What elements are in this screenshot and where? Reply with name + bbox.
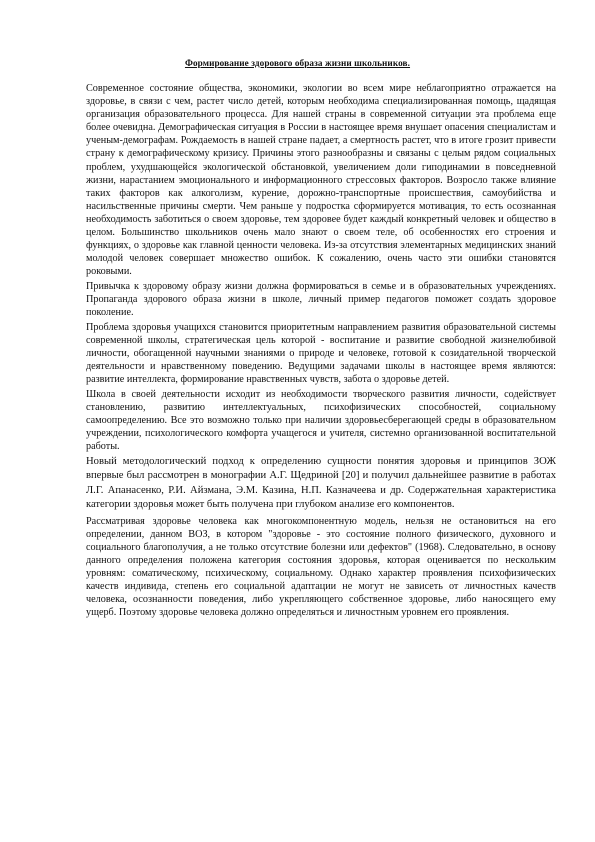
paragraph-1: Современное состояние общества, экономики, экологии во всем мире неблагоприятно отражается на здоровье, в связи с чем, растет число детей, которым необходима специализированная помощь, щадящая организация образовательного процесса. Для нашей страны в современной ситуации эта проблема еще более очевидна. Демографическая ситуация в России в настоящее время внушает опасения специалистам и ученым-демографам. Рождаемость в нашей стране падает, а смертность растет, что в итоге грозит привести страну к демографическому кризису. Причины этого разнообразны и связаны с целым рядом социальных проблем, ухудшающейся экологической обстановкой, увеличением доли гиподинамии в повседневной жизни, нарастанием эмоционального и информационного стрессовых факторов. Возросло также влияние таких факторов как алкоголизм, курение, дорожно-транспортные происшествия, самоубийства и насильственные причины смерти. Чем раньше у подростка сформируется мотивация, то есть осознанная необходимость заботиться о своем здоровье, тем здоровее будет каждый конкретный человек и общество в целом. Большинство школьников очень мало знают о своем теле, об особенностях его строения и функциях, о здоровье как главной ценности человека. Из-за отсутствия элементарных медицинских знаний молодой человек совершает множество ошибок. К сожалению, очень часто эти ошибки становятся роковыми. bbox=[86, 83, 556, 278]
document-body bbox=[86, 82, 556, 621]
paragraph-4: Школа в своей деятельности исходит из необходимости творческого развития личности, содействует становлению, развитию интеллектуальных, психофизических способностей, социальному самоопределению. Все это возможно только при наличии здоровьесберегающей среды в образовательном учреждении, психологического комфорта учащегося и учителя, системно организованной воспитательной работы. bbox=[86, 388, 556, 453]
paragraph-3: Проблема здоровья учащихся становится приоритетным направлением развития образовательной системы современной школы, стратегическая цель которой - воспитание и развитие свободной жизнелюбивой личности, обогащенной научными знаниями о природе и человеке, готовой к созидательной творческой деятельности и нравственному поведению. Ведущими задачами школы в настоящее время являются: развитие интеллекта, формирование нравственных чувств, забота о здоровье детей. bbox=[86, 321, 556, 386]
paragraph-5: Новый методологический подход к определению сущности понятия здоровья и принципов ЗОЖ впервые был рассмотрен в монографии А.Г. Щедриной [20] и получил дальнейшее развитие в работах Л.Г. Апанасенко, Р.И. Айзмана, Э.М. Казина, Н.П. Казначеева и др. Содержательная характеристика категории здоровья может быть получена при глубоком анализе его компонентов. bbox=[86, 455, 556, 511]
paragraph-6: Рассматривая здоровье человека как многокомпонентную модель, нельзя не остановиться на его определении, данном ВОЗ, в котором "здоровье - это состояние полного физического, духовного и социального благополучия, а не только отсутствие болезни или дефектов" (1968). Следовательно, в основу данного определения положена категория состояния здоровья, которая оценивается по нескольким уровням: соматическому, психическому, социальному. Однако характер проявления психофизических качеств индивида, степень его социальной адаптации не могут не зависеть от личностных качеств человека, осознанности поведения, либо укрепляющего собственное здоровье, либо наносящего ему ущерб. Поэтому здоровье человека должно определяться и личностным уровнем его проявления. bbox=[86, 515, 556, 619]
document-title: Формирование здорового образа жизни школьников. bbox=[184, 58, 411, 68]
paragraph-2: Привычка к здоровому образу жизни должна формироваться в семье и в образовательных учреждениях. Пропаганда здорового образа жизни в школе, личный пример педагогов поможет создать здоровое поколение. bbox=[86, 280, 556, 319]
